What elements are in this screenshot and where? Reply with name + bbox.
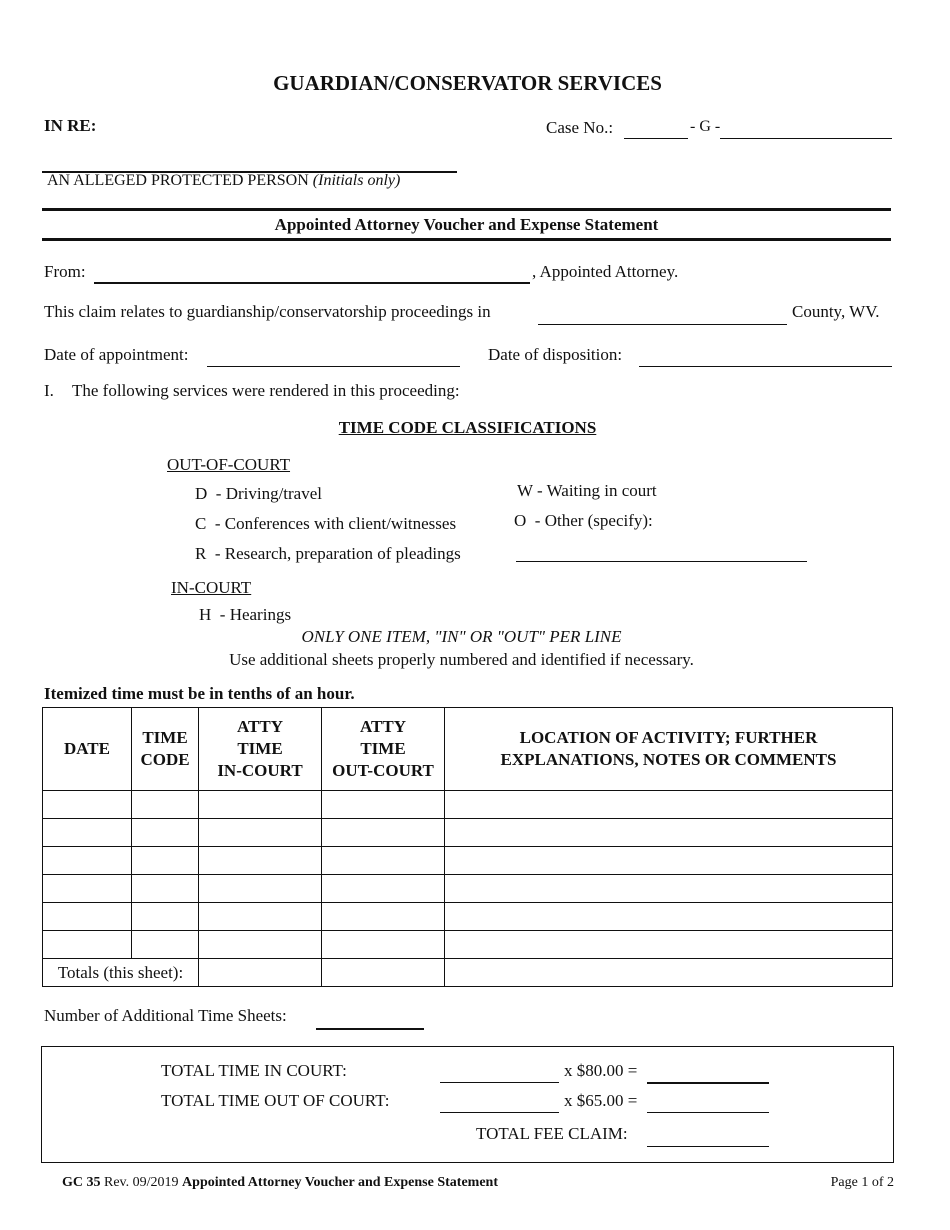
totals-label: Totals (this sheet): [43, 959, 199, 987]
code-c: C - Conferences with client/witnesses [195, 514, 457, 533]
table-header-row [43, 708, 893, 791]
header-location: LOCATION OF ACTIVITY; FURTHER EXPLANATIONS, NOTES OR COMMENTS [445, 708, 893, 791]
in-re-label: IN RE: [44, 116, 97, 135]
out-court-rate: x $65.00 = [564, 1091, 638, 1110]
in-court-heading: IN-COURT [171, 578, 252, 597]
location-cell[interactable] [445, 875, 893, 903]
table-row [43, 903, 893, 931]
in-court-cell[interactable] [199, 931, 322, 959]
attorney-name-field[interactable] [94, 264, 530, 284]
table-row [43, 819, 893, 847]
code-w: W - Waiting in court [517, 481, 657, 500]
in-court-cell[interactable] [199, 903, 322, 931]
time-code-cell[interactable] [132, 791, 199, 819]
other-specify-field[interactable] [516, 543, 807, 562]
footer-page-number: Page 1 of 2 [830, 1175, 894, 1190]
alleged-person-initials-field[interactable] [42, 153, 457, 173]
footer-form-info [62, 1175, 498, 1191]
out-court-cell[interactable] [322, 791, 445, 819]
total-fee-label: TOTAL FEE CLAIM: [476, 1124, 628, 1143]
location-cell[interactable] [445, 903, 893, 931]
code-d: D - Driving/travel [195, 484, 322, 503]
section-rule-bottom [42, 238, 891, 241]
services-intro-text: The following services were rendered in this proceeding: [72, 381, 460, 400]
one-item-note: ONLY ONE ITEM, "IN" OR "OUT" PER LINE [301, 627, 622, 646]
header-in-court: ATTY TIME IN-COURT [199, 708, 322, 791]
additional-sheets-label: Number of Additional Time Sheets: [44, 1006, 287, 1025]
table-row [43, 791, 893, 819]
total-in-court-cell[interactable] [199, 959, 322, 987]
out-court-amount-field[interactable] [647, 1094, 769, 1113]
total-out-court-label: TOTAL TIME OUT OF COURT: [161, 1091, 390, 1110]
case-no-separator: - G - [690, 118, 721, 135]
header-time-code: TIME CODE [132, 708, 199, 791]
footer-form-id: GC 35 [62, 1175, 101, 1190]
footer-revision: Rev. 09/2019 [104, 1175, 179, 1190]
services-number: I. [44, 381, 54, 400]
out-court-cell[interactable] [322, 819, 445, 847]
in-court-cell[interactable] [199, 875, 322, 903]
section-rule-top [42, 208, 891, 211]
alleged-person-note: (Initials only) [312, 172, 401, 189]
appointed-attorney-label: , Appointed Attorney. [532, 262, 679, 281]
date-cell[interactable] [43, 875, 132, 903]
from-label: From: [44, 262, 86, 281]
disposition-date-label: Date of disposition: [488, 345, 623, 364]
date-cell[interactable] [43, 931, 132, 959]
time-code-cell[interactable] [132, 875, 199, 903]
out-court-cell[interactable] [322, 903, 445, 931]
appointment-date-label: Date of appointment: [44, 345, 189, 364]
in-court-cell[interactable] [199, 819, 322, 847]
total-out-court-hours-field[interactable] [440, 1094, 559, 1113]
section-title: Appointed Attorney Voucher and Expense Statement [274, 215, 659, 234]
county-field[interactable] [538, 306, 787, 325]
alleged-person-text: AN ALLEGED PROTECTED PERSON [47, 172, 309, 189]
out-court-cell[interactable] [322, 931, 445, 959]
table-row [43, 875, 893, 903]
time-code-cell[interactable] [132, 903, 199, 931]
case-no-field-2[interactable] [720, 120, 892, 139]
county-suffix: County, WV. [792, 302, 880, 321]
appointment-date-field[interactable] [207, 348, 460, 367]
table-row [43, 931, 893, 959]
time-code-cell[interactable] [132, 847, 199, 875]
case-no-field-1[interactable] [624, 120, 688, 139]
date-cell[interactable] [43, 847, 132, 875]
date-cell[interactable] [43, 903, 132, 931]
header-out-court: ATTY TIME OUT-COURT [322, 708, 445, 791]
location-cell[interactable] [445, 819, 893, 847]
itemized-note: Itemized time must be in tenths of an hour. [44, 684, 355, 703]
code-r: R - Research, preparation of pleadings [195, 544, 461, 563]
time-code-cell[interactable] [132, 931, 199, 959]
footer-form-title: Appointed Attorney Voucher and Expense Statement [182, 1175, 498, 1190]
alleged-person-label [47, 172, 400, 190]
date-cell[interactable] [43, 819, 132, 847]
in-court-rate: x $80.00 = [564, 1061, 638, 1080]
case-no-label: Case No.: [546, 118, 614, 137]
total-notes-cell[interactable] [445, 959, 893, 987]
location-cell[interactable] [445, 791, 893, 819]
total-out-court-cell[interactable] [322, 959, 445, 987]
in-court-cell[interactable] [199, 791, 322, 819]
page-title: GUARDIAN/CONSERVATOR SERVICES [273, 71, 662, 95]
in-court-amount-field[interactable] [647, 1064, 769, 1084]
out-court-cell[interactable] [322, 847, 445, 875]
time-table [42, 707, 893, 987]
time-code-heading: TIME CODE CLASSIFICATIONS [338, 418, 597, 437]
additional-sheets-field[interactable] [316, 1010, 424, 1030]
code-o: O - Other (specify): [514, 511, 653, 530]
totals-row [43, 959, 893, 987]
date-cell[interactable] [43, 791, 132, 819]
header-date: DATE [43, 708, 132, 791]
additional-sheets-note: Use additional sheets properly numbered and identified if necessary. [229, 650, 694, 669]
claim-text: This claim relates to guardianship/conservatorship proceedings in [44, 302, 491, 321]
location-cell[interactable] [445, 931, 893, 959]
total-in-court-label: TOTAL TIME IN COURT: [161, 1061, 347, 1080]
code-h: H - Hearings [199, 605, 292, 624]
in-court-cell[interactable] [199, 847, 322, 875]
total-fee-field[interactable] [647, 1128, 769, 1147]
time-code-cell[interactable] [132, 819, 199, 847]
table-row [43, 847, 893, 875]
total-in-court-hours-field[interactable] [440, 1064, 559, 1083]
out-court-cell[interactable] [322, 875, 445, 903]
disposition-date-field[interactable] [639, 348, 892, 367]
location-cell[interactable] [445, 847, 893, 875]
out-of-court-heading: OUT-OF-COURT [167, 455, 291, 474]
